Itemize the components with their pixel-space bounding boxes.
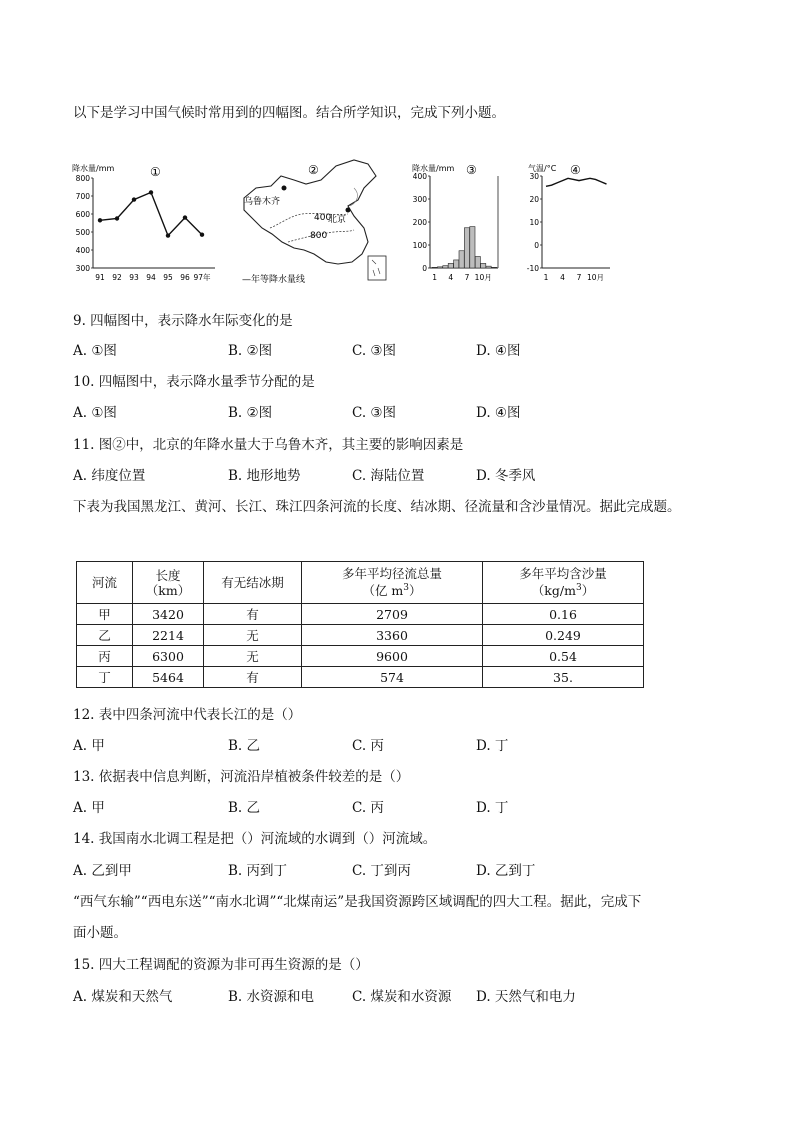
fig1-xtick-label: 93 [129, 273, 139, 282]
q9-option-a[interactable]: A. ①图 [73, 343, 117, 359]
cell: 3420 [133, 604, 204, 625]
cell: 9600 [302, 646, 483, 667]
fig1-ytick-label: 400 [75, 246, 90, 255]
urumqi-label: 乌鲁木齐 [244, 197, 281, 207]
table-header-row [77, 562, 644, 604]
question-11: 11. 图②中，北京的年降水量大于乌鲁木齐，其主要的影响因素是 [73, 437, 464, 453]
cell: 5464 [133, 667, 204, 688]
q10-option-d[interactable]: D. ④图 [476, 405, 521, 421]
q13-option-b[interactable]: B. 乙 [228, 800, 261, 816]
fig1-xtick-label: 96 [180, 273, 190, 282]
fig1-data-point [166, 233, 170, 237]
header-runoff: 多年平均径流总量 （亿 $m^3$） [302, 562, 483, 604]
fig3-bar [454, 260, 459, 268]
fig4-xtick-label: 1 [543, 273, 549, 282]
isohyet-400-label: 400 [314, 213, 332, 223]
fig1-data-point [115, 216, 119, 220]
question-9: 9. 四幅图中，表示降水年际变化的是 [73, 313, 293, 329]
fig3-ytick-label: 400 [412, 172, 427, 181]
fig1-xtick-label: 91 [95, 273, 105, 282]
fig1-ytick-label: 500 [75, 228, 90, 237]
q11-option-b[interactable]: B. 地形地势 [228, 468, 301, 484]
fig4-xtick-label: 10月 [586, 273, 605, 282]
fig1-ytick-label: 800 [75, 174, 90, 183]
fig1-ytick-label: 600 [75, 210, 90, 219]
fig3-ylabel: 降水量/mm [412, 164, 455, 173]
fig3-bar [443, 266, 448, 268]
q11-option-a[interactable]: A. 纬度位置 [73, 468, 146, 484]
cell: 6300 [133, 646, 204, 667]
isohyet-800-label: 800 [310, 231, 328, 241]
cell: 无 [204, 625, 302, 646]
fig4-ytick-label: -10 [526, 264, 539, 273]
fig1-data-point [149, 190, 153, 194]
fig3-bar [481, 263, 486, 268]
question-10: 10. 四幅图中，表示降水量季节分配的是 [73, 374, 315, 390]
beijing-dot [346, 208, 351, 213]
q11-option-d[interactable]: D. 冬季风 [476, 468, 536, 484]
fig3-bar [448, 263, 453, 268]
q11-option-c[interactable]: C. 海陆位置 [352, 468, 425, 484]
q14-option-b[interactable]: B. 丙到丁 [228, 863, 288, 879]
cell: 甲 [77, 604, 133, 625]
fig3-xtick-label: 10月 [474, 273, 492, 282]
q9-option-c[interactable]: C. ③图 [352, 343, 397, 359]
urumqi-dot [282, 186, 287, 191]
fig1-data-point [183, 215, 187, 219]
figure-2-china-map [236, 158, 396, 288]
south-sea-inset [368, 256, 386, 280]
fig4-ytick-label: 30 [529, 172, 539, 181]
q13-option-a[interactable]: A. 甲 [73, 800, 105, 816]
fig3-xtick-label: 7 [464, 273, 470, 282]
fig4-ytick-label: 10 [529, 218, 539, 227]
table-row [77, 604, 644, 625]
cell: 有 [204, 604, 302, 625]
header-sediment: 多年平均含沙量 $(kg/m^3)$ [483, 562, 644, 604]
header-freeze: 有无结冰期 [204, 562, 302, 604]
table-row [77, 667, 644, 688]
cell: 35. [483, 667, 644, 688]
fig1-data-point [98, 218, 102, 222]
cell: 无 [204, 646, 302, 667]
header-length: 长度 （km） [133, 562, 204, 604]
section-intro-four-projects-cont: 面小题。 [73, 925, 127, 941]
cell: 0.16 [483, 604, 644, 625]
fig1-series-line [100, 192, 202, 235]
fig3-bar [459, 251, 464, 268]
question-15: 15. 四大工程调配的资源为非可再生资源的是（） [73, 957, 369, 973]
q12-option-c[interactable]: C. 丙 [352, 738, 384, 754]
q15-option-b[interactable]: B. 水资源和电 [228, 989, 315, 1005]
cell: 0.54 [483, 646, 644, 667]
q10-option-a[interactable]: A. ①图 [73, 405, 117, 421]
table-row [77, 646, 644, 667]
q15-option-c[interactable]: C. 煤炭和水资源 [352, 989, 452, 1005]
cell: 3360 [302, 625, 483, 646]
table-intro: 下表为我国黑龙江、黄河、长江、珠江四条河流的长度、结冰期、径流量和含沙量情况。据此完成题。 [73, 499, 681, 515]
table-row [77, 625, 644, 646]
fig3-number: ③ [466, 163, 477, 177]
figure-3-monthly-precip-chart [410, 160, 505, 285]
fig2-legend: —年等降水量线 [242, 275, 306, 285]
cell: 2709 [302, 604, 483, 625]
question-14: 14. 我国南水北调工程是把（）河流域的水调到（）河流域。 [73, 831, 437, 847]
beijing-label: 北京 [328, 215, 347, 225]
q9-option-d[interactable]: D. ④图 [476, 343, 521, 359]
q12-option-d[interactable]: D. 丁 [476, 738, 509, 754]
fig4-number: ④ [570, 163, 581, 177]
fig3-ytick-label: 0 [422, 264, 427, 273]
fig3-xtick-label: 1 [432, 273, 437, 282]
q9-option-b[interactable]: B. ②图 [228, 343, 273, 359]
fig4-series-line [546, 178, 607, 186]
cell: 乙 [77, 625, 133, 646]
q14-option-d[interactable]: D. 乙到丁 [476, 863, 536, 879]
section-intro-four-projects: “西气东输”“西电东送”“南水北调”“北煤南运”是我国资源跨区域调配的四大工程。据此，完成下 [73, 894, 642, 910]
fig1-ytick-label: 700 [75, 192, 90, 201]
cell: 574 [302, 667, 483, 688]
q13-option-d[interactable]: D. 丁 [476, 800, 509, 816]
fig3-bar [464, 228, 469, 268]
q13-option-c[interactable]: C. 丙 [352, 800, 384, 816]
q14-option-a[interactable]: A. 乙到甲 [73, 863, 132, 879]
cell: 有 [204, 667, 302, 688]
fig1-data-point [132, 197, 136, 201]
fig1-xtick-label: 94 [146, 273, 156, 282]
q15-option-a[interactable]: A. 煤炭和天然气 [73, 989, 173, 1005]
q10-option-c[interactable]: C. ③图 [352, 405, 397, 421]
intro-text: 以下是学习中国气候时常用到的四幅图。结合所学知识，完成下列小题。 [73, 105, 505, 121]
fig2-number: ② [308, 163, 319, 177]
fig3-bar [475, 257, 480, 269]
fig3-bar [491, 267, 496, 268]
fig3-bar [432, 267, 437, 268]
header-river: 河流 [77, 562, 133, 604]
fig3-ytick-label: 300 [412, 195, 427, 204]
fig3-bar [470, 227, 475, 268]
fig4-xtick-label: 7 [576, 273, 582, 282]
river-line [350, 188, 357, 206]
fig1-xtick-label: 95 [163, 273, 173, 282]
fig3-ytick-label: 100 [412, 241, 427, 250]
figure-4-monthly-temp-chart [526, 160, 621, 285]
fig1-xtick-label: 97年 [193, 273, 211, 282]
q12-option-a[interactable]: A. 甲 [73, 738, 105, 754]
cell: 2214 [133, 625, 204, 646]
fig3-xtick-label: 4 [448, 273, 454, 282]
cell: 丁 [77, 667, 133, 688]
fig1-ytick-label: 300 [75, 264, 90, 273]
cell: 0.249 [483, 625, 644, 646]
river-table [76, 561, 644, 688]
fig1-data-point [200, 233, 204, 237]
q15-option-d[interactable]: D. 天然气和电力 [476, 989, 576, 1005]
fig3-bar [437, 267, 442, 268]
question-12: 12. 表中四条河流中代表长江的是（） [73, 707, 302, 723]
fig1-ylabel: 降水量/mm [72, 164, 115, 173]
fig4-ylabel: 气温/°C [528, 164, 557, 173]
fig3-bar [486, 266, 491, 268]
question-13: 13. 依据表中信息判断，河流沿岸植被条件较差的是（） [73, 769, 410, 785]
fig1-number: ① [150, 165, 161, 179]
fig4-ytick-label: 0 [534, 241, 539, 250]
inset-islands [372, 260, 380, 276]
q14-option-c[interactable]: C. 丁到丙 [352, 863, 411, 879]
fig4-xtick-label: 4 [560, 273, 565, 282]
fig4-ytick-label: 20 [529, 195, 539, 204]
q12-option-b[interactable]: B. 乙 [228, 738, 261, 754]
cell: 丙 [77, 646, 133, 667]
q10-option-b[interactable]: B. ②图 [228, 405, 273, 421]
fig1-xtick-label: 92 [112, 273, 122, 282]
fig3-ytick-label: 200 [412, 218, 427, 227]
figure-1-annual-precip-chart [70, 160, 220, 285]
